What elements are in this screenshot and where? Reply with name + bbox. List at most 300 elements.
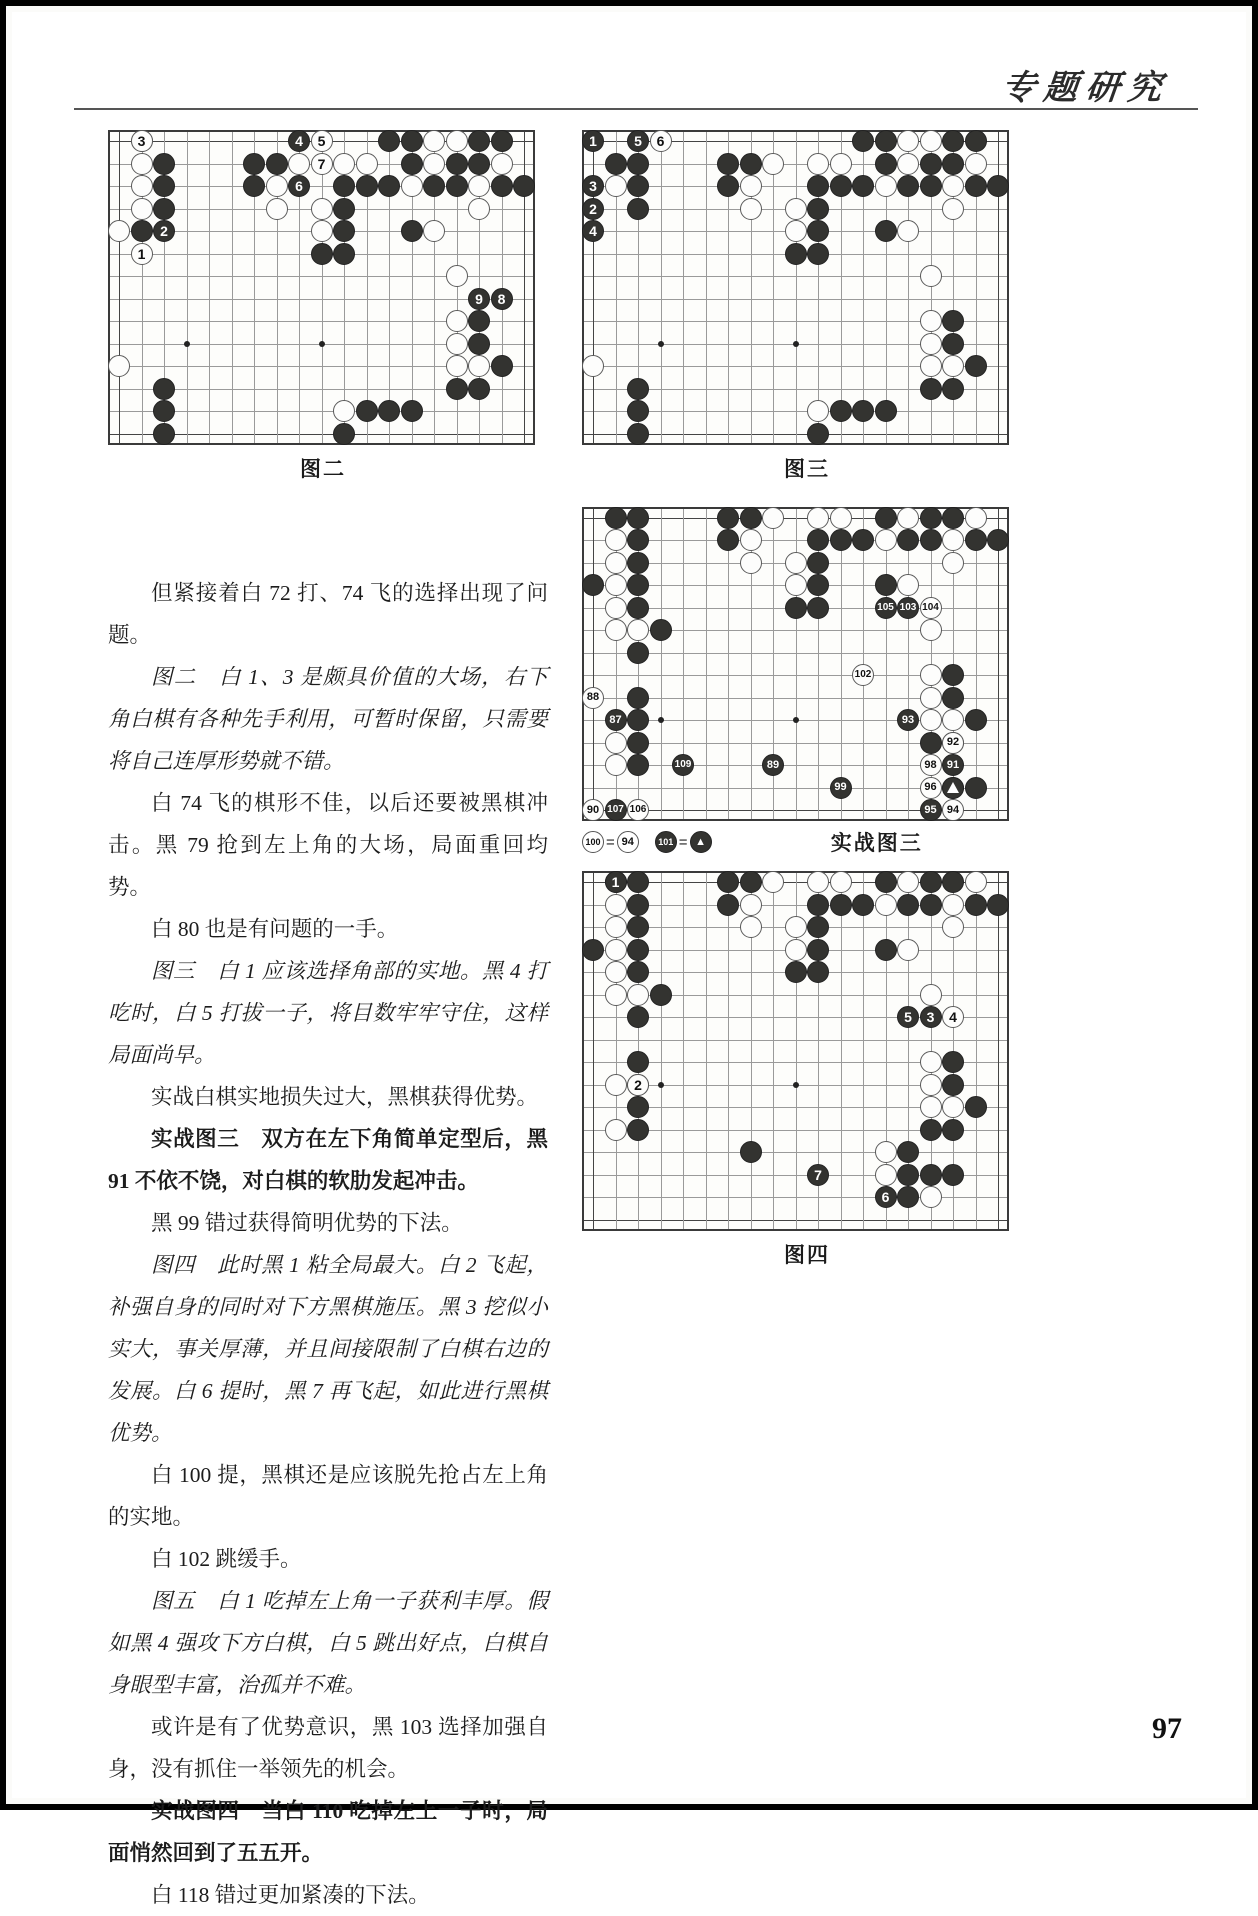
white-stone xyxy=(582,799,604,821)
white-stone xyxy=(852,664,874,686)
white-stone xyxy=(740,894,762,916)
page-number: 97 xyxy=(1152,1712,1182,1745)
move-number: 9 xyxy=(475,290,483,307)
white-stone xyxy=(942,355,964,377)
white-stone xyxy=(423,153,445,175)
white-stone xyxy=(920,984,942,1006)
black-stone xyxy=(491,355,513,377)
move-number: 3 xyxy=(589,178,597,194)
black-stone xyxy=(356,400,378,422)
white-stone xyxy=(605,1119,627,1141)
black-stone xyxy=(333,243,355,265)
white-stone xyxy=(627,619,649,641)
move-number: 5 xyxy=(904,1009,912,1025)
black-stone xyxy=(987,529,1009,551)
black-stone xyxy=(378,130,400,152)
black-stone xyxy=(807,961,829,983)
white-stone xyxy=(942,732,964,754)
legend-stone: ▲ xyxy=(690,831,712,853)
move-number: 7 xyxy=(317,155,326,172)
black-stone xyxy=(875,1186,897,1208)
black-stone xyxy=(378,400,400,422)
white-stone xyxy=(401,175,423,197)
grid-line-v xyxy=(863,873,864,1229)
black-stone xyxy=(717,175,739,197)
black-stone xyxy=(582,939,604,961)
white-stone xyxy=(785,552,807,574)
black-stone xyxy=(627,709,649,731)
white-stone xyxy=(920,130,942,152)
black-stone xyxy=(920,799,942,821)
black-stone xyxy=(582,220,604,242)
black-stone xyxy=(627,916,649,938)
black-stone xyxy=(627,507,649,529)
legend-item xyxy=(655,831,712,853)
black-stone xyxy=(717,529,739,551)
white-stone xyxy=(311,198,333,220)
black-stone xyxy=(942,333,964,355)
move-number: 8 xyxy=(497,290,506,307)
move-number: 99 xyxy=(834,781,847,793)
black-stone xyxy=(401,220,423,242)
black-stone xyxy=(920,732,942,754)
legend-real3 xyxy=(582,831,722,853)
move-number: 104 xyxy=(922,601,939,613)
move-number: 105 xyxy=(877,601,894,613)
black-stone xyxy=(468,310,490,332)
white-stone xyxy=(942,1006,964,1028)
white-stone xyxy=(131,130,153,152)
black-stone xyxy=(153,378,175,400)
body-paragraph: 图四 此时黑 1 粘全局最大。白 2 飞起，补强自身的同时对下方黑棋施压。黑 3 挖似小实大，事关厚薄，并且间接限制了白棋右边的发展。白 6 提时，黑 7 再飞起，如此进行黑棋优势。 xyxy=(108,1253,548,1445)
white-stone xyxy=(785,198,807,220)
white-stone xyxy=(605,732,627,754)
move-number: 6 xyxy=(656,133,665,149)
move-number: 88 xyxy=(586,691,600,703)
black-stone xyxy=(605,507,627,529)
white-stone xyxy=(468,355,490,377)
white-stone xyxy=(468,198,490,220)
legend-stone: 100 xyxy=(582,831,604,853)
body-paragraph: 白 100 提，黑棋还是应该脱先抢占左上角的实地。 xyxy=(108,1463,548,1529)
white-stone xyxy=(740,916,762,938)
white-stone xyxy=(897,153,919,175)
grid-line-v xyxy=(976,873,977,1229)
black-stone xyxy=(446,378,468,400)
black-stone xyxy=(627,574,649,596)
black-stone xyxy=(627,939,649,961)
go-board-fig3 xyxy=(582,130,1009,445)
move-number: 4 xyxy=(949,1009,957,1025)
white-stone xyxy=(920,265,942,287)
body-paragraph: 图二 白 1、3 是颇具价值的大场，右下角白棋有各种先手利用，可暂时保留，只需要将自己连厚形势就不错。 xyxy=(108,665,548,773)
black-stone xyxy=(920,507,942,529)
white-stone xyxy=(605,529,627,551)
white-stone xyxy=(605,175,627,197)
black-stone xyxy=(153,400,175,422)
white-stone xyxy=(627,799,649,821)
white-stone xyxy=(740,198,762,220)
black-stone xyxy=(807,423,829,445)
grid-line-v xyxy=(728,509,729,820)
black-stone xyxy=(333,198,355,220)
white-stone xyxy=(920,597,942,619)
white-stone xyxy=(965,871,987,893)
white-stone xyxy=(920,777,942,799)
header-title: 专题研究 xyxy=(999,70,1172,107)
black-stone xyxy=(942,507,964,529)
grid-line-v xyxy=(661,509,662,820)
grid-line-v xyxy=(706,132,707,443)
grid-line-v xyxy=(683,873,684,1229)
black-stone xyxy=(740,1141,762,1163)
move-number: 1 xyxy=(611,874,620,890)
black-stone xyxy=(875,153,897,175)
move-number: 90 xyxy=(586,803,600,816)
black-stone xyxy=(243,153,265,175)
black-stone xyxy=(627,130,649,152)
black-stone xyxy=(378,175,400,197)
move-number: 5 xyxy=(634,133,642,149)
grid-line-v xyxy=(998,873,999,1229)
black-stone xyxy=(491,288,513,310)
black-stone xyxy=(446,153,468,175)
move-number: 87 xyxy=(609,713,622,726)
white-stone xyxy=(830,871,852,893)
black-stone xyxy=(356,175,378,197)
black-stone xyxy=(627,1051,649,1073)
star-point xyxy=(184,341,190,347)
black-stone xyxy=(830,175,852,197)
black-stone xyxy=(627,687,649,709)
black-stone xyxy=(627,529,649,551)
black-stone xyxy=(920,894,942,916)
white-stone xyxy=(491,153,513,175)
black-stone xyxy=(830,529,852,551)
black-stone xyxy=(153,198,175,220)
right-column xyxy=(582,130,1032,1269)
black-stone xyxy=(875,574,897,596)
black-stone xyxy=(852,529,874,551)
white-stone xyxy=(807,871,829,893)
white-stone xyxy=(785,574,807,596)
move-number: 102 xyxy=(854,669,872,680)
white-stone xyxy=(288,153,310,175)
grid-line-v xyxy=(706,873,707,1229)
white-stone xyxy=(785,220,807,242)
black-stone xyxy=(491,130,513,152)
white-stone xyxy=(582,355,604,377)
star-point xyxy=(658,341,664,347)
black-stone xyxy=(582,574,604,596)
move-number: 2 xyxy=(160,223,168,239)
white-stone xyxy=(605,894,627,916)
move-number: 1 xyxy=(137,245,146,262)
white-stone xyxy=(830,507,852,529)
white-stone xyxy=(942,799,964,821)
white-stone xyxy=(605,939,627,961)
grid-line-v xyxy=(841,509,842,820)
white-stone xyxy=(942,894,964,916)
white-stone xyxy=(785,939,807,961)
black-stone xyxy=(627,642,649,664)
white-stone xyxy=(605,984,627,1006)
black-stone xyxy=(942,777,964,799)
move-number: 109 xyxy=(674,759,692,770)
white-stone xyxy=(605,754,627,776)
black-stone xyxy=(942,1051,964,1073)
white-stone xyxy=(897,939,919,961)
grid-line-v xyxy=(232,132,233,443)
white-stone xyxy=(942,1096,964,1118)
black-stone xyxy=(852,400,874,422)
black-stone xyxy=(468,333,490,355)
black-stone xyxy=(468,153,490,175)
white-stone xyxy=(875,894,897,916)
black-stone xyxy=(582,175,604,197)
black-stone xyxy=(807,939,829,961)
black-stone xyxy=(942,664,964,686)
black-stone xyxy=(785,597,807,619)
white-stone xyxy=(920,1051,942,1073)
black-stone xyxy=(920,378,942,400)
white-stone xyxy=(311,153,333,175)
black-stone xyxy=(153,153,175,175)
white-stone xyxy=(446,355,468,377)
move-number: 95 xyxy=(924,803,937,816)
white-stone xyxy=(920,310,942,332)
black-stone xyxy=(920,1164,942,1186)
white-stone xyxy=(942,529,964,551)
black-stone xyxy=(875,220,897,242)
black-stone xyxy=(942,1119,964,1141)
black-stone xyxy=(920,529,942,551)
black-stone xyxy=(897,597,919,619)
grid-line-v xyxy=(886,509,887,820)
move-number: 92 xyxy=(946,736,960,748)
black-stone xyxy=(942,687,964,709)
black-stone xyxy=(627,961,649,983)
white-stone xyxy=(605,961,627,983)
grid-line-v xyxy=(322,132,323,443)
white-stone xyxy=(446,310,468,332)
grid-line-v xyxy=(593,873,594,1229)
black-stone xyxy=(807,220,829,242)
black-stone xyxy=(897,1164,919,1186)
black-stone xyxy=(965,130,987,152)
white-stone xyxy=(897,507,919,529)
grid-line-v xyxy=(661,132,662,443)
white-stone xyxy=(108,220,130,242)
black-stone xyxy=(785,243,807,265)
black-stone xyxy=(807,574,829,596)
white-stone xyxy=(942,198,964,220)
black-stone xyxy=(875,939,897,961)
move-number: 6 xyxy=(881,1189,890,1205)
black-stone xyxy=(830,400,852,422)
black-stone xyxy=(627,552,649,574)
grid-line-v xyxy=(119,132,120,443)
black-stone xyxy=(513,175,535,197)
white-stone xyxy=(605,574,627,596)
black-stone xyxy=(942,310,964,332)
white-stone xyxy=(762,871,784,893)
white-stone xyxy=(131,153,153,175)
body-paragraph: 白 74 飞的棋形不佳，以后还要被黑棋冲击。黑 79 抢到左上角的大场，局面重回均势。 xyxy=(108,791,548,899)
body-paragraph: 实战图三 双方在左下角简单定型后，黑 91 不依不饶，对白棋的软肋发起冲击。 xyxy=(108,1127,548,1193)
black-stone xyxy=(875,130,897,152)
white-stone xyxy=(423,220,445,242)
white-stone xyxy=(446,130,468,152)
black-stone xyxy=(401,153,423,175)
white-stone xyxy=(468,175,490,197)
black-stone xyxy=(627,153,649,175)
white-stone xyxy=(920,333,942,355)
white-stone xyxy=(650,130,672,152)
black-stone xyxy=(333,220,355,242)
black-stone xyxy=(605,153,627,175)
move-number: 5 xyxy=(317,133,326,149)
legend-stone: 94 xyxy=(617,831,639,853)
star-point xyxy=(658,717,664,723)
black-stone xyxy=(491,175,513,197)
white-stone xyxy=(920,355,942,377)
move-number: 94 xyxy=(946,803,960,816)
grid-line-v xyxy=(773,873,774,1229)
black-stone xyxy=(807,243,829,265)
white-stone xyxy=(266,175,288,197)
white-stone xyxy=(830,153,852,175)
black-stone xyxy=(446,175,468,197)
grid-line-v xyxy=(998,509,999,820)
black-stone xyxy=(942,871,964,893)
white-stone xyxy=(897,220,919,242)
black-stone xyxy=(717,507,739,529)
black-stone xyxy=(672,754,694,776)
black-stone xyxy=(627,400,649,422)
white-stone xyxy=(356,153,378,175)
white-stone xyxy=(920,687,942,709)
star-point xyxy=(793,341,799,347)
white-stone xyxy=(897,130,919,152)
black-stone xyxy=(897,175,919,197)
white-stone xyxy=(875,1141,897,1163)
body-paragraph: 实战图四 当白 110 吃掉左上一子时，局面悄然回到了五五开。 xyxy=(108,1799,548,1865)
black-stone xyxy=(131,220,153,242)
black-stone xyxy=(627,894,649,916)
black-stone xyxy=(942,378,964,400)
black-stone xyxy=(807,198,829,220)
black-stone xyxy=(920,871,942,893)
body-paragraph: 白 118 错过更加紧凑的下法。 xyxy=(151,1883,430,1907)
black-stone xyxy=(965,529,987,551)
white-stone xyxy=(807,153,829,175)
white-stone xyxy=(875,175,897,197)
white-stone xyxy=(762,153,784,175)
black-stone xyxy=(807,597,829,619)
black-stone xyxy=(965,175,987,197)
black-stone xyxy=(605,709,627,731)
triangle-mark-icon xyxy=(947,782,959,793)
black-stone xyxy=(740,153,762,175)
black-stone xyxy=(852,175,874,197)
white-stone xyxy=(627,1074,649,1096)
white-stone xyxy=(423,130,445,152)
body-paragraph: 或许是有了优势意识，黑 103 选择加强自身，没有抓住一举领先的机会。 xyxy=(108,1715,548,1781)
star-point xyxy=(658,1082,664,1088)
grid-line-v xyxy=(187,132,188,443)
black-stone xyxy=(942,130,964,152)
black-stone xyxy=(401,400,423,422)
white-stone xyxy=(605,619,627,641)
white-stone xyxy=(605,1074,627,1096)
black-stone xyxy=(807,1164,829,1186)
black-stone xyxy=(468,288,490,310)
grid-line-v xyxy=(773,132,774,443)
black-stone xyxy=(965,777,987,799)
body-paragraph: 实战白棋实地损失过大，黑棋获得优势。 xyxy=(151,1085,539,1109)
black-stone xyxy=(627,1119,649,1141)
black-stone xyxy=(153,175,175,197)
black-stone xyxy=(920,1006,942,1028)
black-stone xyxy=(807,916,829,938)
white-stone xyxy=(605,597,627,619)
black-stone xyxy=(243,175,265,197)
white-stone xyxy=(446,265,468,287)
white-stone xyxy=(605,916,627,938)
black-stone xyxy=(627,597,649,619)
grid-line-v xyxy=(796,132,797,443)
black-stone xyxy=(605,871,627,893)
black-stone xyxy=(582,198,604,220)
black-stone xyxy=(807,552,829,574)
black-stone xyxy=(965,1096,987,1118)
white-stone xyxy=(897,574,919,596)
white-stone xyxy=(920,1186,942,1208)
black-stone xyxy=(627,198,649,220)
black-stone xyxy=(965,355,987,377)
caption-fig4: 图四 xyxy=(784,1242,830,1267)
black-stone xyxy=(627,1006,649,1028)
black-stone xyxy=(627,732,649,754)
black-stone xyxy=(920,153,942,175)
black-stone xyxy=(987,894,1009,916)
black-stone xyxy=(423,175,445,197)
legend-stone: 101 xyxy=(655,831,677,853)
grid-line-v xyxy=(728,873,729,1229)
black-stone xyxy=(288,175,310,197)
black-stone xyxy=(153,220,175,242)
white-stone xyxy=(897,871,919,893)
white-stone xyxy=(446,333,468,355)
page-header xyxy=(74,58,1198,116)
move-number: 2 xyxy=(589,200,597,217)
go-board-fig4 xyxy=(582,871,1009,1231)
legend-equals: = xyxy=(678,833,688,851)
body-paragraph: 白 80 也是有问题的一手。 xyxy=(151,917,399,941)
legend-item xyxy=(582,831,639,853)
white-stone xyxy=(333,400,355,422)
black-stone xyxy=(942,1074,964,1096)
black-stone xyxy=(333,423,355,445)
black-stone xyxy=(717,894,739,916)
go-board-real3 xyxy=(582,507,1009,822)
grid-line-v xyxy=(841,873,842,1229)
white-stone xyxy=(131,243,153,265)
white-stone xyxy=(740,529,762,551)
white-stone xyxy=(807,507,829,529)
star-point xyxy=(793,1082,799,1088)
